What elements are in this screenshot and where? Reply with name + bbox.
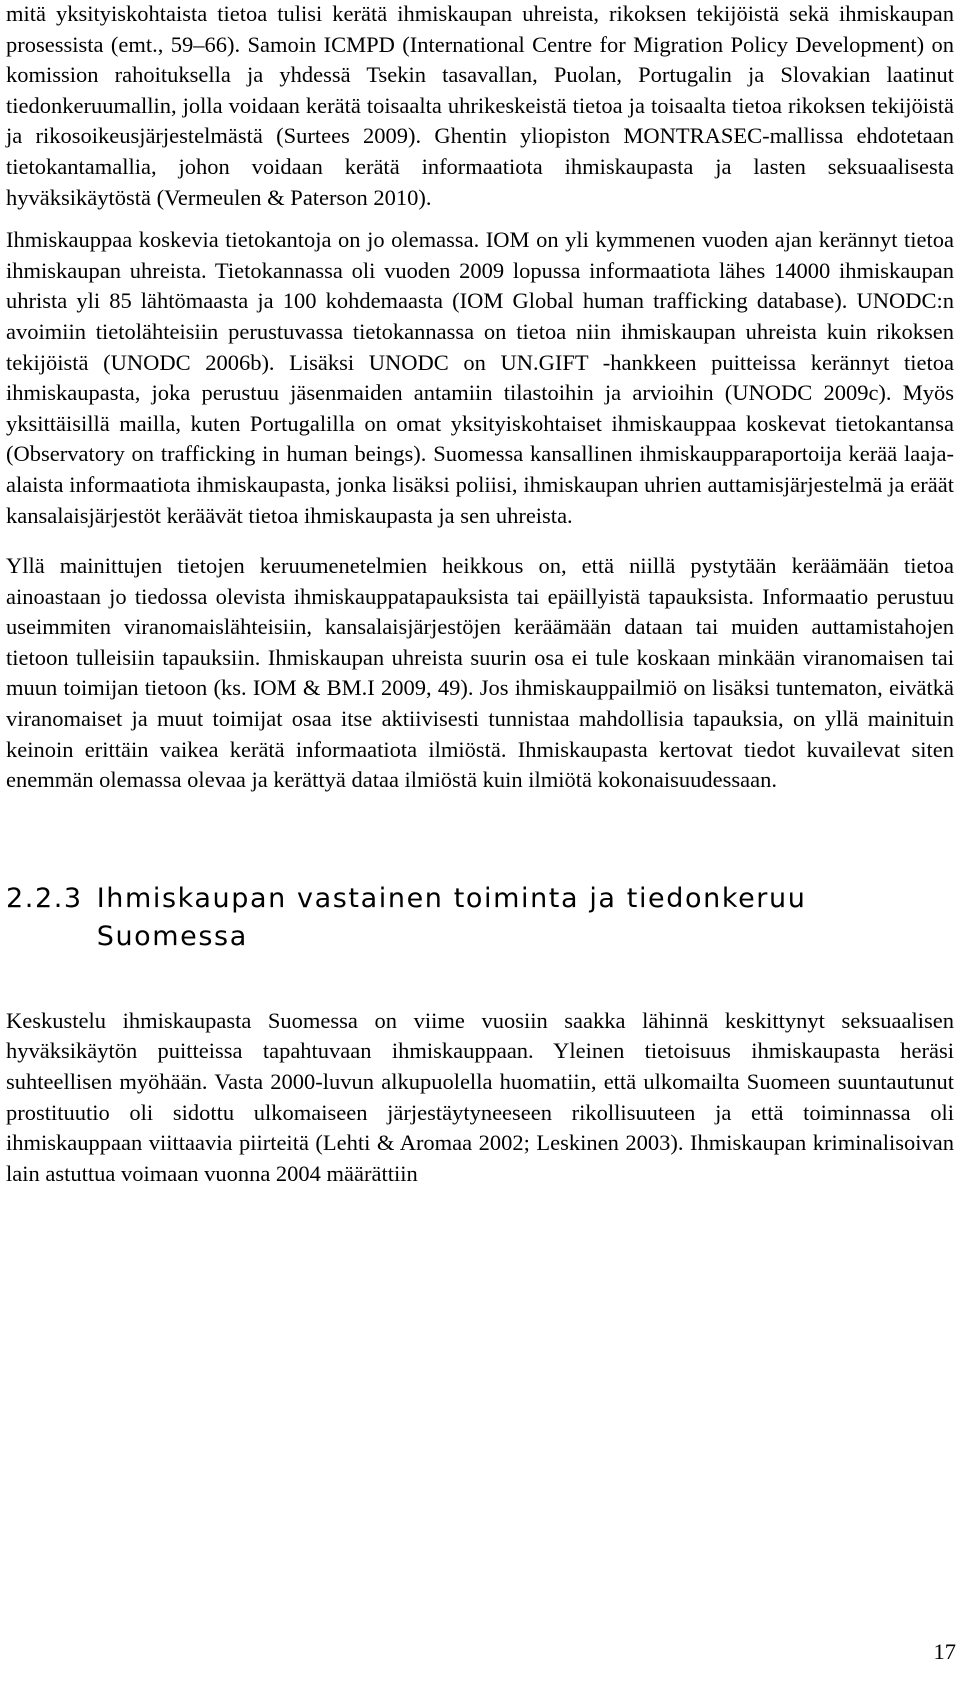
body-paragraph: Ihmiskauppaa koskevia tietokantoja on jo olemassa. IOM on yli kymmenen vuoden ajan kerännyt tietoa ihmiskaupan uhreista. Tietokannassa oli vuoden 2009 lopussa informaatiota lähes 14000 ihmiskaupan uhrista yli 85 lähtömaasta ja 100 kohdemaasta (IOM Global human trafficking database). UNODC:n avoimiin tietolähteisiin perustuvassa tietokannassa on tietoa niin ihmiskaupan uhreista kuin rikoksen tekijöistä (UNODC 2006b). Lisäksi UNODC on UN.GIFT -hankkeen puitteissa kerännyt tietoa ihmiskaupasta, joka perustuu jäsenmaiden antamiin tilastoihin ja arvioihin (UNODC 2009c). Myös yksittäisillä mailla, kuten Portugalilla on omat yksityiskohtaiset ihmiskauppaa koskevat tietokantansa (Observatory on trafficking in human beings). Suomessa kansallinen ihmiskaupparaportoija kerää laaja-alaista informaatiota ihmiskaupasta, jonka lisäksi poliisi, ihmiskaupan uhrien auttamisjärjestelmä ja eräät kansalaisjärjestöt keräävät tietoa ihmiskaupasta ja sen uhreista.	[6, 227, 954, 528]
body-paragraph: mitä yksityiskohtaista tietoa tulisi kerätä ihmiskaupan uhreista, rikoksen tekijöistä sekä ihmiskaupan prosessista (emt., 59–66). Samoin ICMPD (International Centre for Migration Policy Development) on komission rahoituksella ja yhdessä Tsekin tasavallan, Puolan, Portugalin ja Slovakian laatinut tiedonkeruumallin, jolla voidaan kerätä toisaalta uhrikeskeistä tietoa ja toisaalta tietoa rikoksen tekijöistä ja rikosoikeusjärjestelmästä (Surtees 2009). Ghentin yliopiston MONTRASEC-mallissa ehdotetaan tietokantamallia, johon voidaan kerätä informaatiota ihmiskaupasta ja lasten seksuaalisesta hyväksikäytöstä (Vermeulen & Paterson 2010).	[6, 1, 954, 210]
section-heading	[6, 880, 954, 956]
body-paragraph: Keskustelu ihmiskaupasta Suomessa on viime vuosiin saakka lähinnä keskittynyt seksuaalisen hyväksikäytön puitteissa tapahtuvaan ihmiskauppaan. Yleinen tietoisuus ihmiskaupasta heräsi suhteellisen myöhään. Vasta 2000-luvun alkupuolella huomatiin, että ulkomailta Suomeen suuntautunut prostituutio oli sidottu ulkomaiseen järjestäytyneeseen rikollisuuteen ja että toiminnassa oli ihmiskauppaan viittaavia piirteitä (Lehti & Aromaa 2002; Leskinen 2003). Ihmiskaupan kriminalisoivan lain astuttua voimaan vuonna 2004 määrättiin	[6, 1007, 954, 1186]
page-number: 17	[933, 1639, 956, 1664]
document-page	[6, 0, 954, 1189]
body-paragraph: Yllä mainittujen tietojen keruumenetelmien heikkous on, että niillä pystytään keräämään tietoa ainoastaan jo tiedossa olevista ihmiskauppatapauksista tai epäillyistä tapauksista. Informaatio perustuu useimmiten viranomaislähteisiin, kansalaisjärjestöjen keräämään dataan tai muiden auttamistahojen tietoon tulleisiin tapauksiin. Ihmiskaupan uhreista suurin osa ei tule koskaan minkään viranomaisen tai muun toimijan tietoon (ks. IOM & BM.I 2009, 49). Jos ihmiskauppailmiö on lisäksi tuntematon, eivätkä viranomaiset ja muut toimijat osaa itse aktiivisesti tunnistaa mahdollisia tapauksia, on yllä mainituin keinoin erittäin vaikea kerätä informaatiota ilmiöstä. Ihmiskaupasta kertovat tiedot kuvailevat siten enemmän olemassa olevaa ja kerättyä dataa ilmiöstä kuin ilmiötä kokonaisuudessaan.	[6, 553, 954, 793]
section-number: 2.2.3	[6, 882, 83, 914]
section-title: Ihmiskaupan vastainen toiminta ja tiedonkeruu Suomessa	[96, 882, 807, 952]
